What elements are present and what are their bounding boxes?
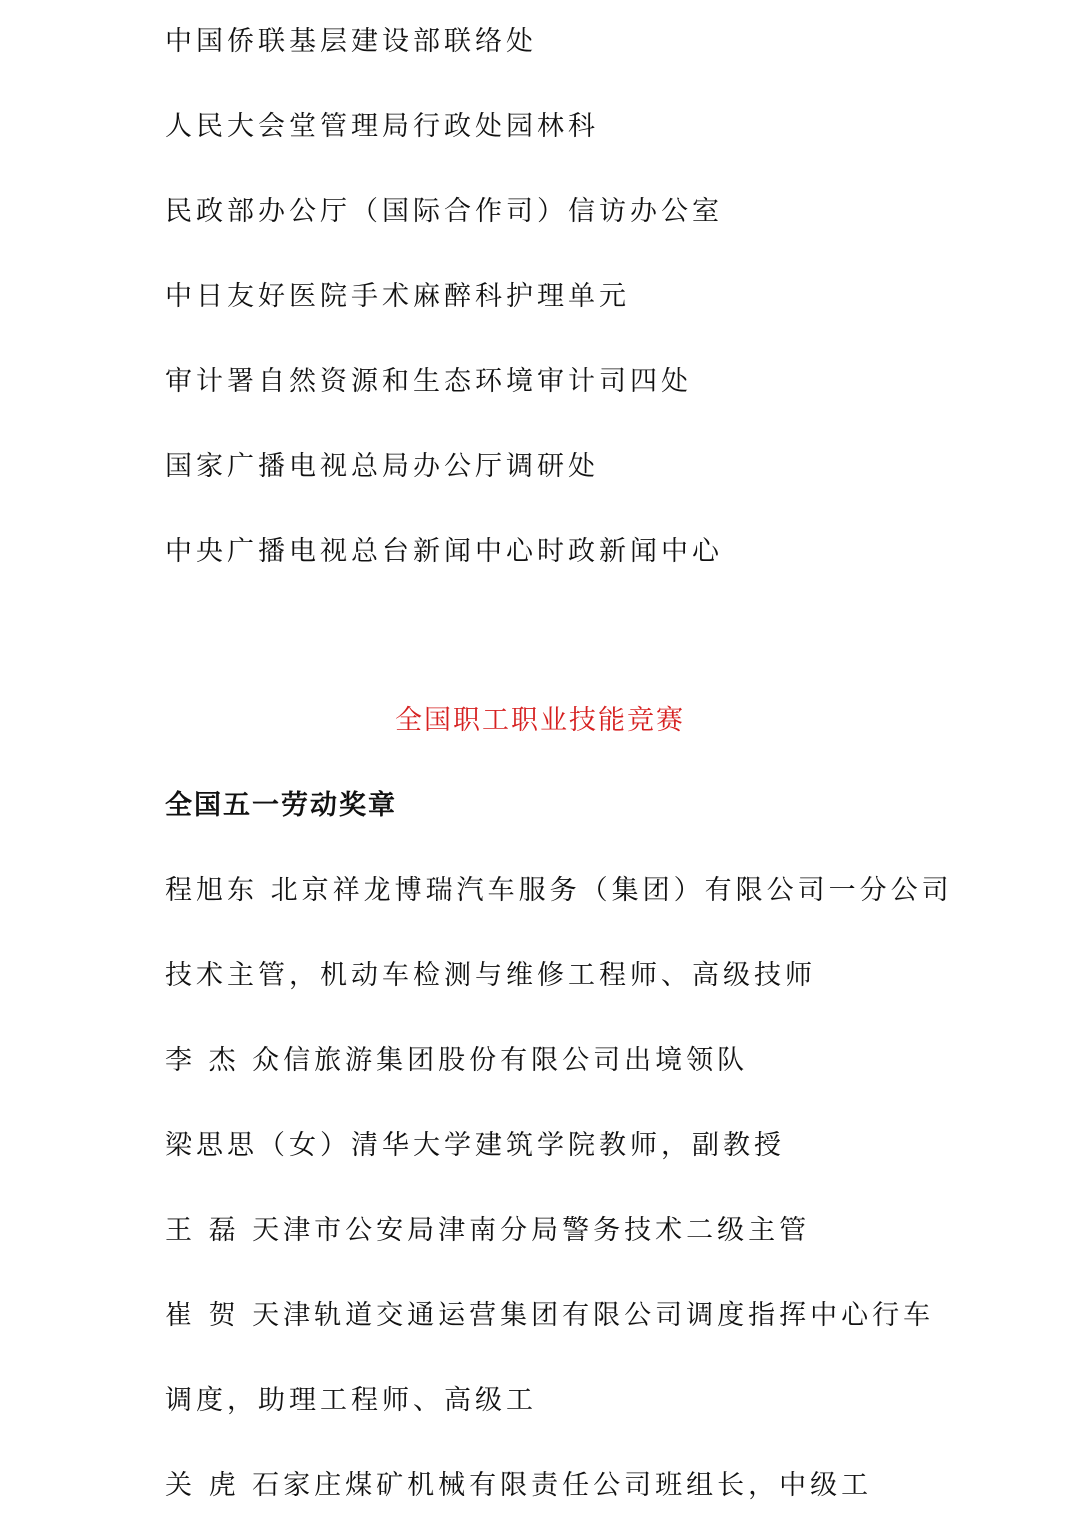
section-title: 全国职工职业技能竞赛 — [395, 705, 685, 736]
awardee-line: 崔 贺 天津轨道交通运营集团有限公司调度指挥中心行车 — [165, 1300, 935, 1331]
awardee-line: 关 虎 石家庄煤矿机械有限责任公司班组长，中级工 — [165, 1470, 873, 1501]
awardee-line: 李 杰 众信旅游集团股份有限公司出境领队 — [165, 1045, 749, 1076]
awardee-line: 调度，助理工程师、高级工 — [165, 1385, 537, 1416]
awardee-line: 梁思思（女）清华大学建筑学院教师，副教授 — [165, 1130, 785, 1161]
awardee-line: 王 磊 天津市公安局津南分局警务技术二级主管 — [165, 1215, 811, 1246]
unit-line: 中日友好医院手术麻醉科护理单元 — [165, 281, 630, 312]
unit-line: 中国侨联基层建设部联络处 — [165, 26, 537, 57]
awardee-line: 技术主管，机动车检测与维修工程师、高级技师 — [165, 960, 816, 991]
awardee-line: 程旭东 北京祥龙博瑞汽车服务（集团）有限公司一分公司 — [165, 875, 953, 906]
unit-line: 审计署自然资源和生态环境审计司四处 — [165, 366, 692, 397]
unit-line: 民政部办公厅（国际合作司）信访办公室 — [165, 196, 723, 227]
unit-line: 中央广播电视总台新闻中心时政新闻中心 — [165, 536, 723, 567]
award-heading: 全国五一劳动奖章 — [165, 790, 397, 821]
unit-line: 人民大会堂管理局行政处园林科 — [165, 111, 599, 142]
unit-line: 国家广播电视总局办公厅调研处 — [165, 451, 599, 482]
